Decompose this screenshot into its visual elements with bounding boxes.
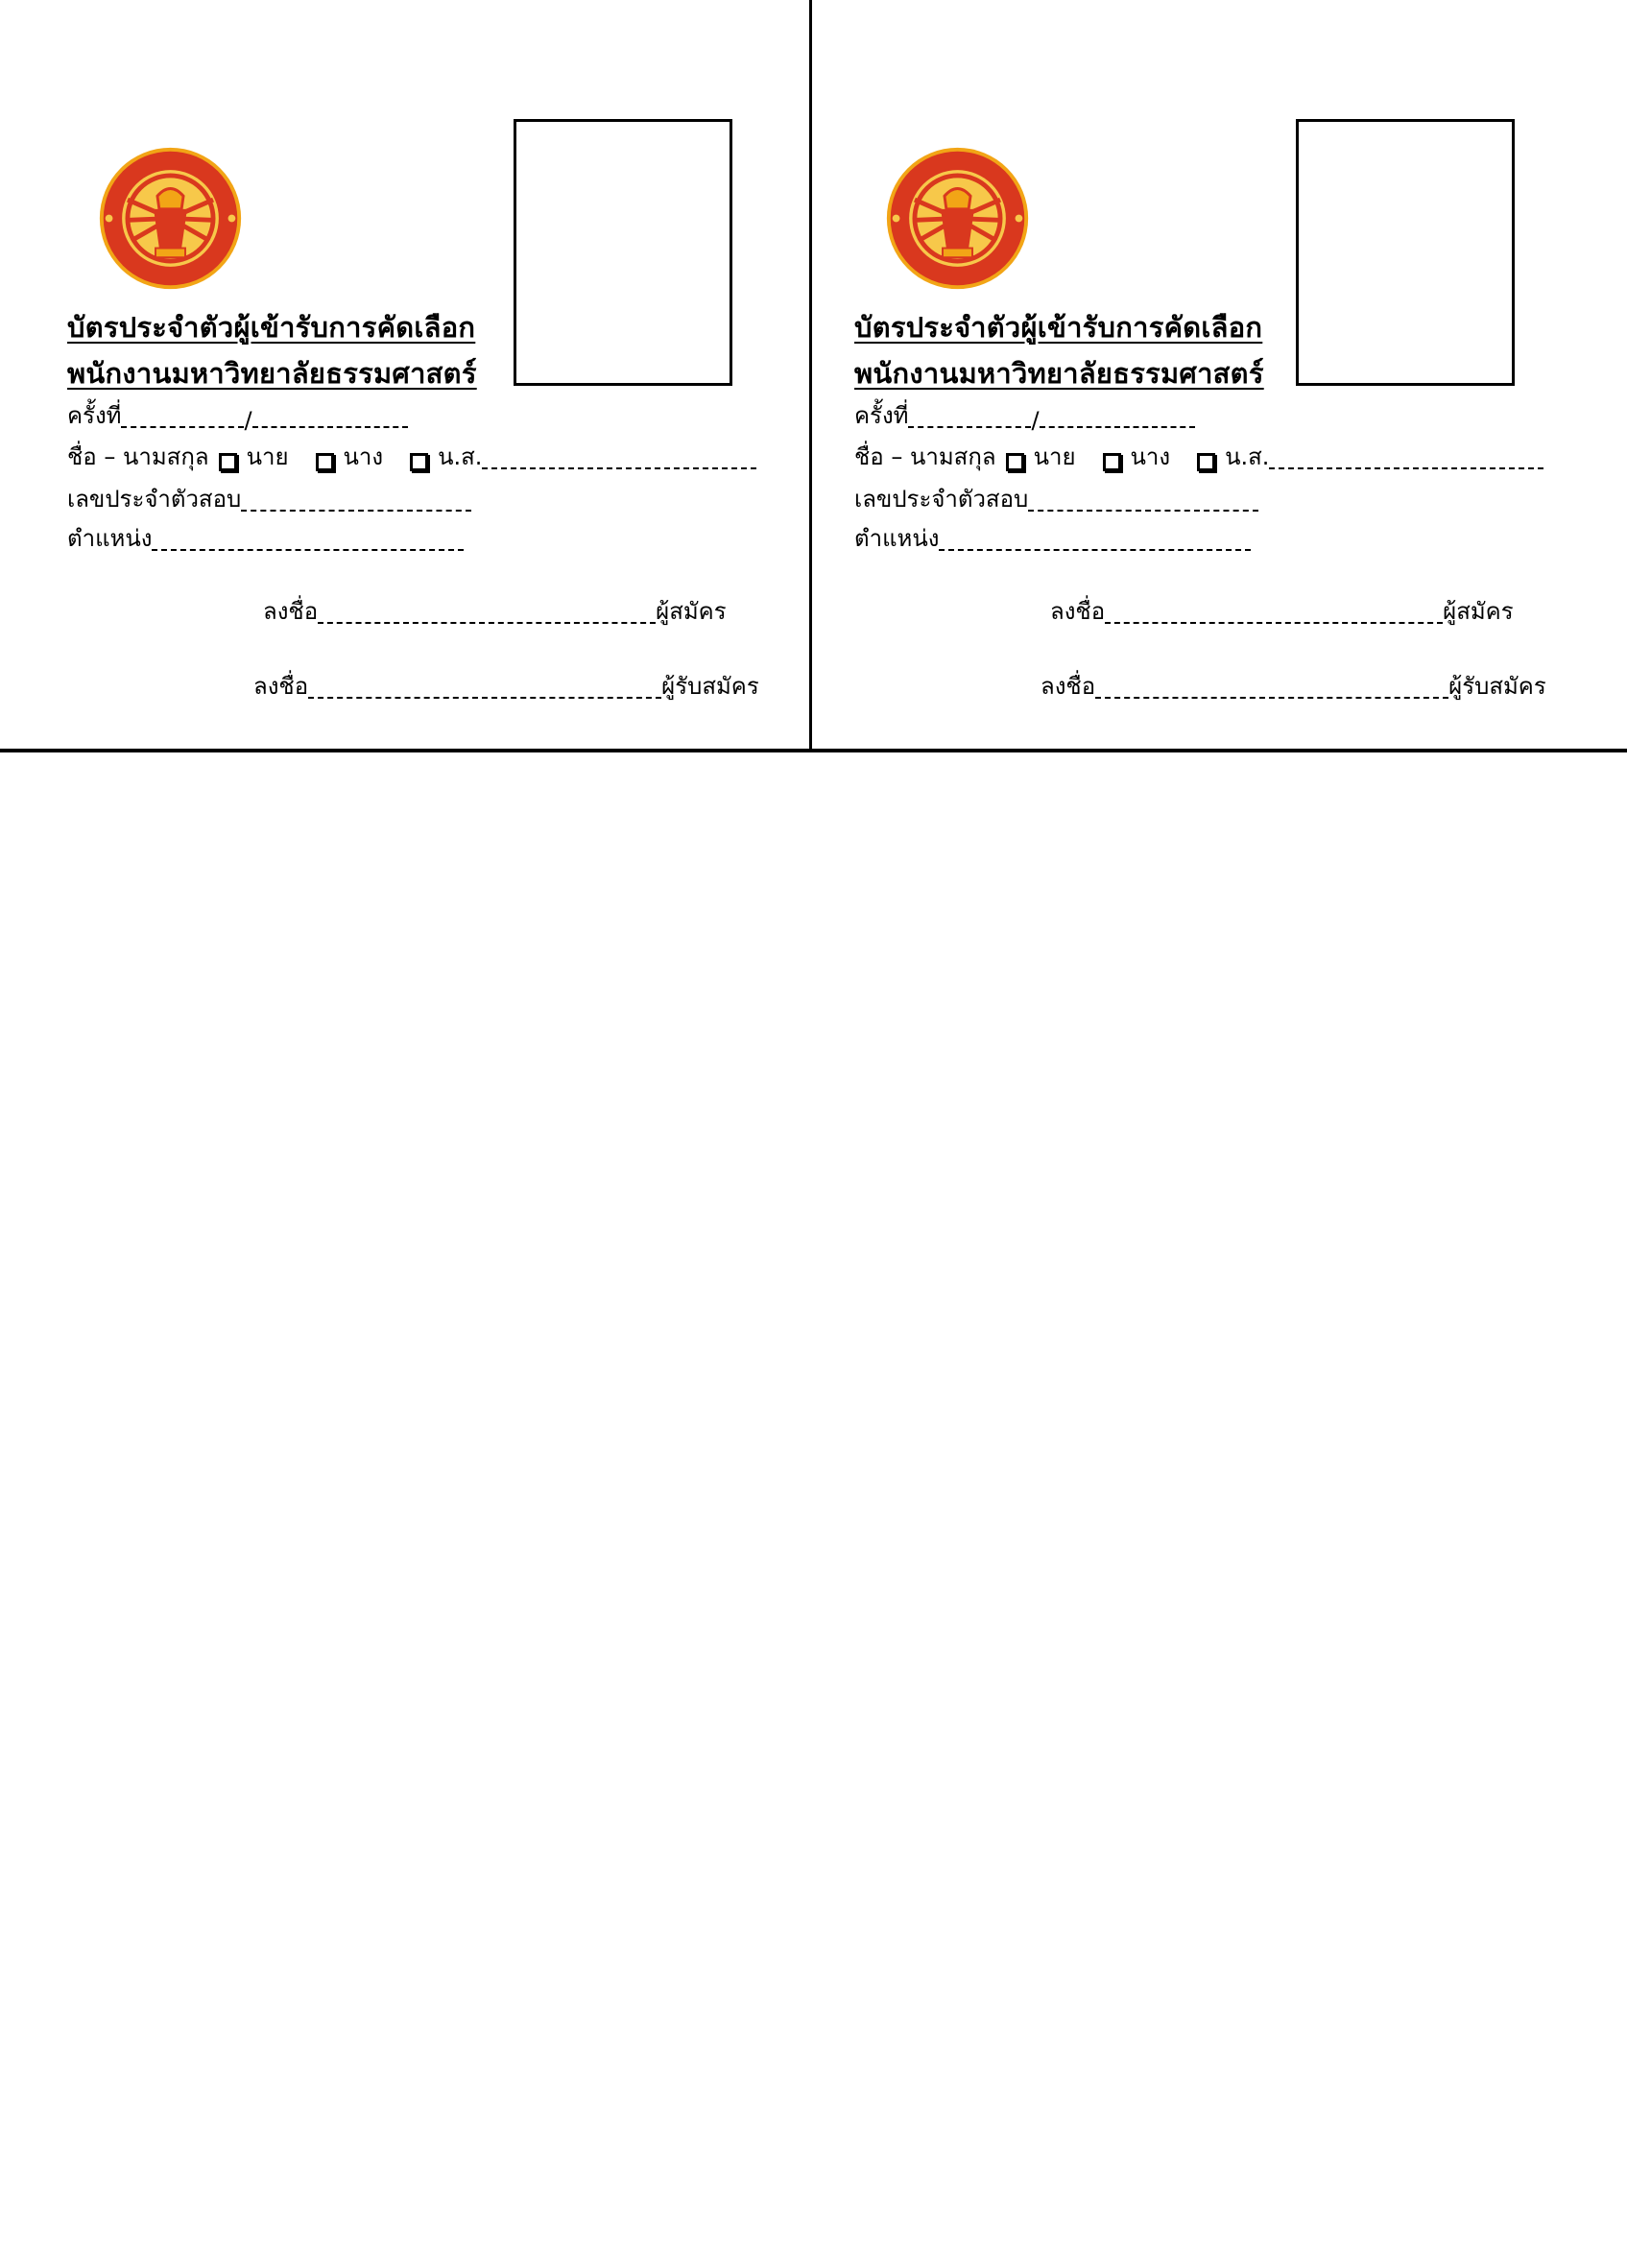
sign-label: ลงชื่อ [1050, 598, 1106, 625]
position-label: ตำแหน่ง [854, 525, 940, 552]
checkbox-icon[interactable] [1103, 453, 1121, 471]
round-year-field[interactable] [252, 426, 408, 428]
id-card-right [787, 0, 1593, 749]
applicant-signature-row [1050, 597, 1514, 630]
round-number-field[interactable] [121, 426, 244, 428]
checkbox-icon[interactable] [219, 453, 237, 471]
checkbox-icon[interactable] [316, 453, 334, 471]
name-row [854, 442, 1543, 475]
applicant-signature-field[interactable] [318, 622, 656, 624]
name-label: ชื่อ – นามสกุล [854, 443, 996, 470]
card-title-line2: พนักงานมหาวิทยาลัยธรรมศาสตร์ [854, 357, 1264, 390]
title-option-label: น.ส. [438, 443, 483, 470]
receiver-signature-row [1041, 672, 1546, 704]
round-row [67, 401, 408, 434]
id-card-sheet [0, 0, 1627, 753]
position-label: ตำแหน่ง [67, 525, 153, 552]
exam-id-label: เลขประจำตัวสอบ [67, 486, 242, 513]
round-row [854, 401, 1195, 434]
university-seal-logo [96, 144, 245, 293]
title-option-miss[interactable] [1187, 438, 1269, 475]
title-option-mrs[interactable] [1093, 438, 1171, 475]
full-name-field[interactable] [482, 467, 756, 469]
title-option-label: นาง [343, 443, 384, 470]
title-option-miss[interactable] [400, 438, 482, 475]
photo-placeholder [1296, 119, 1515, 386]
title-option-mr[interactable] [996, 438, 1076, 475]
receiver-signature-field[interactable] [1095, 697, 1448, 699]
title-option-mrs[interactable] [306, 438, 384, 475]
card-title-line2: พนักงานมหาวิทยาลัยธรรมศาสตร์ [67, 357, 477, 390]
round-label: ครั้งที่ [854, 402, 909, 429]
full-name-field[interactable] [1269, 467, 1543, 469]
position-row [854, 524, 1251, 557]
card-divider-vertical [809, 0, 812, 752]
sign-label: ลงชื่อ [253, 673, 309, 700]
receiver-label: ผู้รับสมัคร [1448, 673, 1546, 700]
title-option-label: นาง [1130, 443, 1171, 470]
receiver-signature-row [253, 672, 759, 704]
applicant-label: ผู้สมัคร [656, 598, 727, 625]
round-label: ครั้งที่ [67, 402, 122, 429]
round-separator: / [1031, 407, 1040, 434]
title-option-label: น.ส. [1225, 443, 1270, 470]
title-option-label: นาย [246, 443, 289, 470]
applicant-signature-field[interactable] [1105, 622, 1443, 624]
card-title-line1: บัตรประจำตัวผู้เข้ารับการคัดเลือก [67, 311, 476, 344]
receiver-signature-field[interactable] [308, 697, 661, 699]
exam-id-row [854, 485, 1258, 517]
exam-id-field[interactable] [1028, 510, 1258, 512]
name-label: ชื่อ – นามสกุล [67, 443, 209, 470]
round-year-field[interactable] [1040, 426, 1195, 428]
applicant-signature-row [263, 597, 727, 630]
round-separator: / [244, 407, 252, 434]
exam-id-row [67, 485, 471, 517]
sign-label: ลงชื่อ [1041, 673, 1096, 700]
title-option-mr[interactable] [209, 438, 289, 475]
exam-id-field[interactable] [241, 510, 471, 512]
photo-placeholder [514, 119, 732, 386]
position-field[interactable] [939, 549, 1251, 551]
sign-label: ลงชื่อ [263, 598, 319, 625]
title-option-label: นาย [1033, 443, 1076, 470]
card-title-line1: บัตรประจำตัวผู้เข้ารับการคัดเลือก [854, 311, 1263, 344]
checkbox-icon[interactable] [1197, 453, 1215, 471]
exam-id-label: เลขประจำตัวสอบ [854, 486, 1029, 513]
position-field[interactable] [152, 549, 464, 551]
card-divider-horizontal [0, 749, 1627, 752]
position-row [67, 524, 464, 557]
checkbox-icon[interactable] [410, 453, 428, 471]
applicant-label: ผู้สมัคร [1443, 598, 1514, 625]
name-row [67, 442, 756, 475]
university-seal-logo [883, 144, 1032, 293]
receiver-label: ผู้รับสมัคร [661, 673, 759, 700]
checkbox-icon[interactable] [1006, 453, 1024, 471]
id-card-left [0, 0, 806, 749]
round-number-field[interactable] [908, 426, 1031, 428]
